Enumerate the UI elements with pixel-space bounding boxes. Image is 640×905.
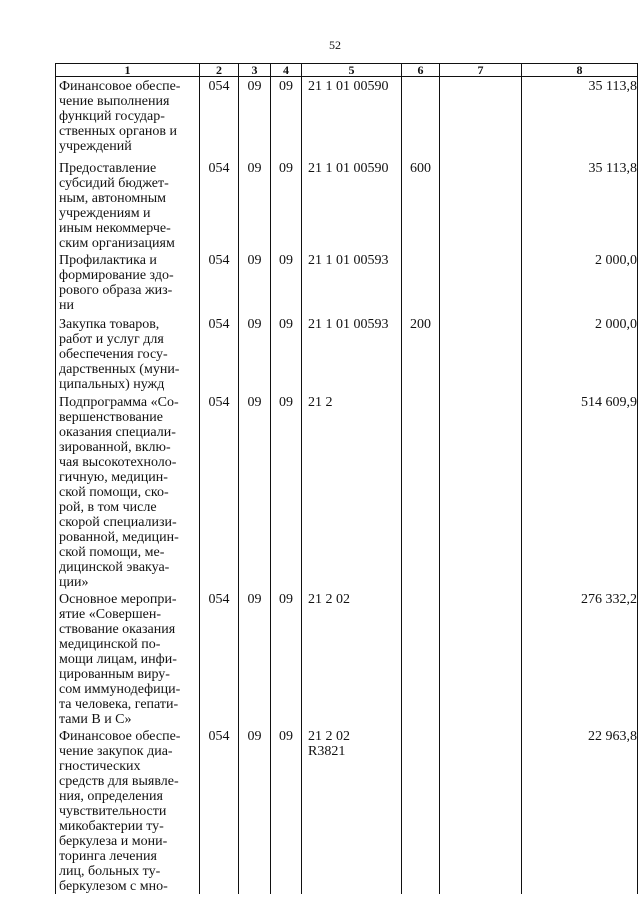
target-article-cell: 21 1 01 00590 (302, 77, 402, 159)
row-name: Предоставление субсидий бюджет- ным, автономным учреждениям и иным некоммерче- ским организациям (59, 160, 175, 251)
amount-cell: 276 332,2 (522, 590, 638, 727)
target-article-code: 21 2 02 R3821 (308, 728, 350, 759)
target-article-cell: 21 2 (302, 393, 402, 590)
expense-type-cell (402, 77, 440, 159)
target-article-cell: 21 1 01 00593 (302, 251, 402, 315)
section-code-cell: 09 (239, 393, 271, 590)
subsection-code-cell: 09 (271, 159, 302, 251)
target-article-cell: 21 1 01 00593 (302, 315, 402, 393)
section-code-cell: 09 (239, 727, 271, 894)
column-7-cell (440, 159, 522, 251)
subsection-code-cell: 09 (271, 315, 302, 393)
ministry-code-cell: 054 (200, 393, 239, 590)
subsection-code-cell: 09 (271, 251, 302, 315)
ministry-code-cell: 054 (200, 590, 239, 727)
row-name: Финансовое обеспе- чение закупок диа- гностических средств для выявле- ния, определения чувствительности микобактерии ту- беркулеза и мони- торинга лечения лиц, больных ту- беркулезом с мно- (59, 728, 181, 894)
column-7-cell (440, 590, 522, 727)
expense-type-cell (402, 590, 440, 727)
row-name: Основное меропри- ятие «Совершен- ствование оказания медицинской по- мощи лицам, инфи- цированным виру- сом иммунодефици- та человека, гепати- тами В и С» (59, 591, 181, 727)
table-row (56, 393, 638, 590)
section-code-cell: 09 (239, 159, 271, 251)
ministry-code-cell: 054 (200, 159, 239, 251)
table-header-row (56, 64, 638, 77)
column-header: 8 (522, 64, 638, 77)
amount-cell: 22 963,8 (522, 727, 638, 894)
subsection-code-cell: 09 (271, 727, 302, 894)
expense-type-cell: 200 (402, 315, 440, 393)
row-name-cell (56, 393, 200, 590)
row-name-cell (56, 251, 200, 315)
row-name-cell (56, 315, 200, 393)
ministry-code-cell: 054 (200, 727, 239, 894)
subsection-code-cell: 09 (271, 590, 302, 727)
row-name-cell (56, 727, 200, 894)
table-row (56, 315, 638, 393)
row-name: Профилактика и формирование здо- рового образа жиз- ни (59, 252, 174, 313)
column-header: 5 (302, 64, 402, 77)
table-row (56, 77, 638, 159)
expense-type-cell (402, 393, 440, 590)
section-code-cell: 09 (239, 590, 271, 727)
table-row (56, 251, 638, 315)
row-name: Финансовое обеспе- чение выполнения функций государ- ственных органов и учреждений (59, 79, 181, 154)
row-name: Закупка товаров, работ и услуг для обеспечения госу- дарственных (муни- ципальных) нужд (59, 316, 180, 392)
amount-cell: 514 609,9 (522, 393, 638, 590)
section-code-cell: 09 (239, 251, 271, 315)
column-header: 3 (239, 64, 271, 77)
amount-cell: 35 113,8 (522, 159, 638, 251)
page-number: 52 (329, 38, 341, 52)
target-article-cell: 21 2 02 (302, 590, 402, 727)
section-code-cell: 09 (239, 77, 271, 159)
amount-cell: 2 000,0 (522, 315, 638, 393)
expense-type-cell: 600 (402, 159, 440, 251)
expense-type-cell (402, 251, 440, 315)
amount-cell: 35 113,8 (522, 77, 638, 159)
table-row (56, 159, 638, 251)
row-name: Подпрограмма «Со- вершенствование оказания специали- зированной, вклю- чая высокотехноло- гичную, медицин- ской помощи, ско- рой, в том числе скорой специализи- рованной, медицин- ской помощи, ме- дицинской эвакуа- ции» (59, 394, 179, 590)
subsection-code-cell: 09 (271, 77, 302, 159)
subsection-code-cell: 09 (271, 393, 302, 590)
target-article-cell (302, 727, 402, 894)
budget-table (55, 63, 638, 894)
row-name-cell (56, 77, 200, 159)
table-row (56, 590, 638, 727)
amount-cell: 2 000,0 (522, 251, 638, 315)
column-header: 7 (440, 64, 522, 77)
ministry-code-cell: 054 (200, 315, 239, 393)
ministry-code-cell: 054 (200, 77, 239, 159)
row-name-cell (56, 590, 200, 727)
column-7-cell (440, 727, 522, 894)
column-header: 2 (200, 64, 239, 77)
column-header: 6 (402, 64, 440, 77)
column-7-cell (440, 77, 522, 159)
row-name-cell (56, 159, 200, 251)
column-7-cell (440, 315, 522, 393)
target-article-cell: 21 1 01 00590 (302, 159, 402, 251)
column-header: 1 (56, 64, 200, 77)
ministry-code-cell: 054 (200, 251, 239, 315)
column-7-cell (440, 251, 522, 315)
table-row (56, 727, 638, 894)
expense-type-cell (402, 727, 440, 894)
column-7-cell (440, 393, 522, 590)
column-header: 4 (271, 64, 302, 77)
section-code-cell: 09 (239, 315, 271, 393)
